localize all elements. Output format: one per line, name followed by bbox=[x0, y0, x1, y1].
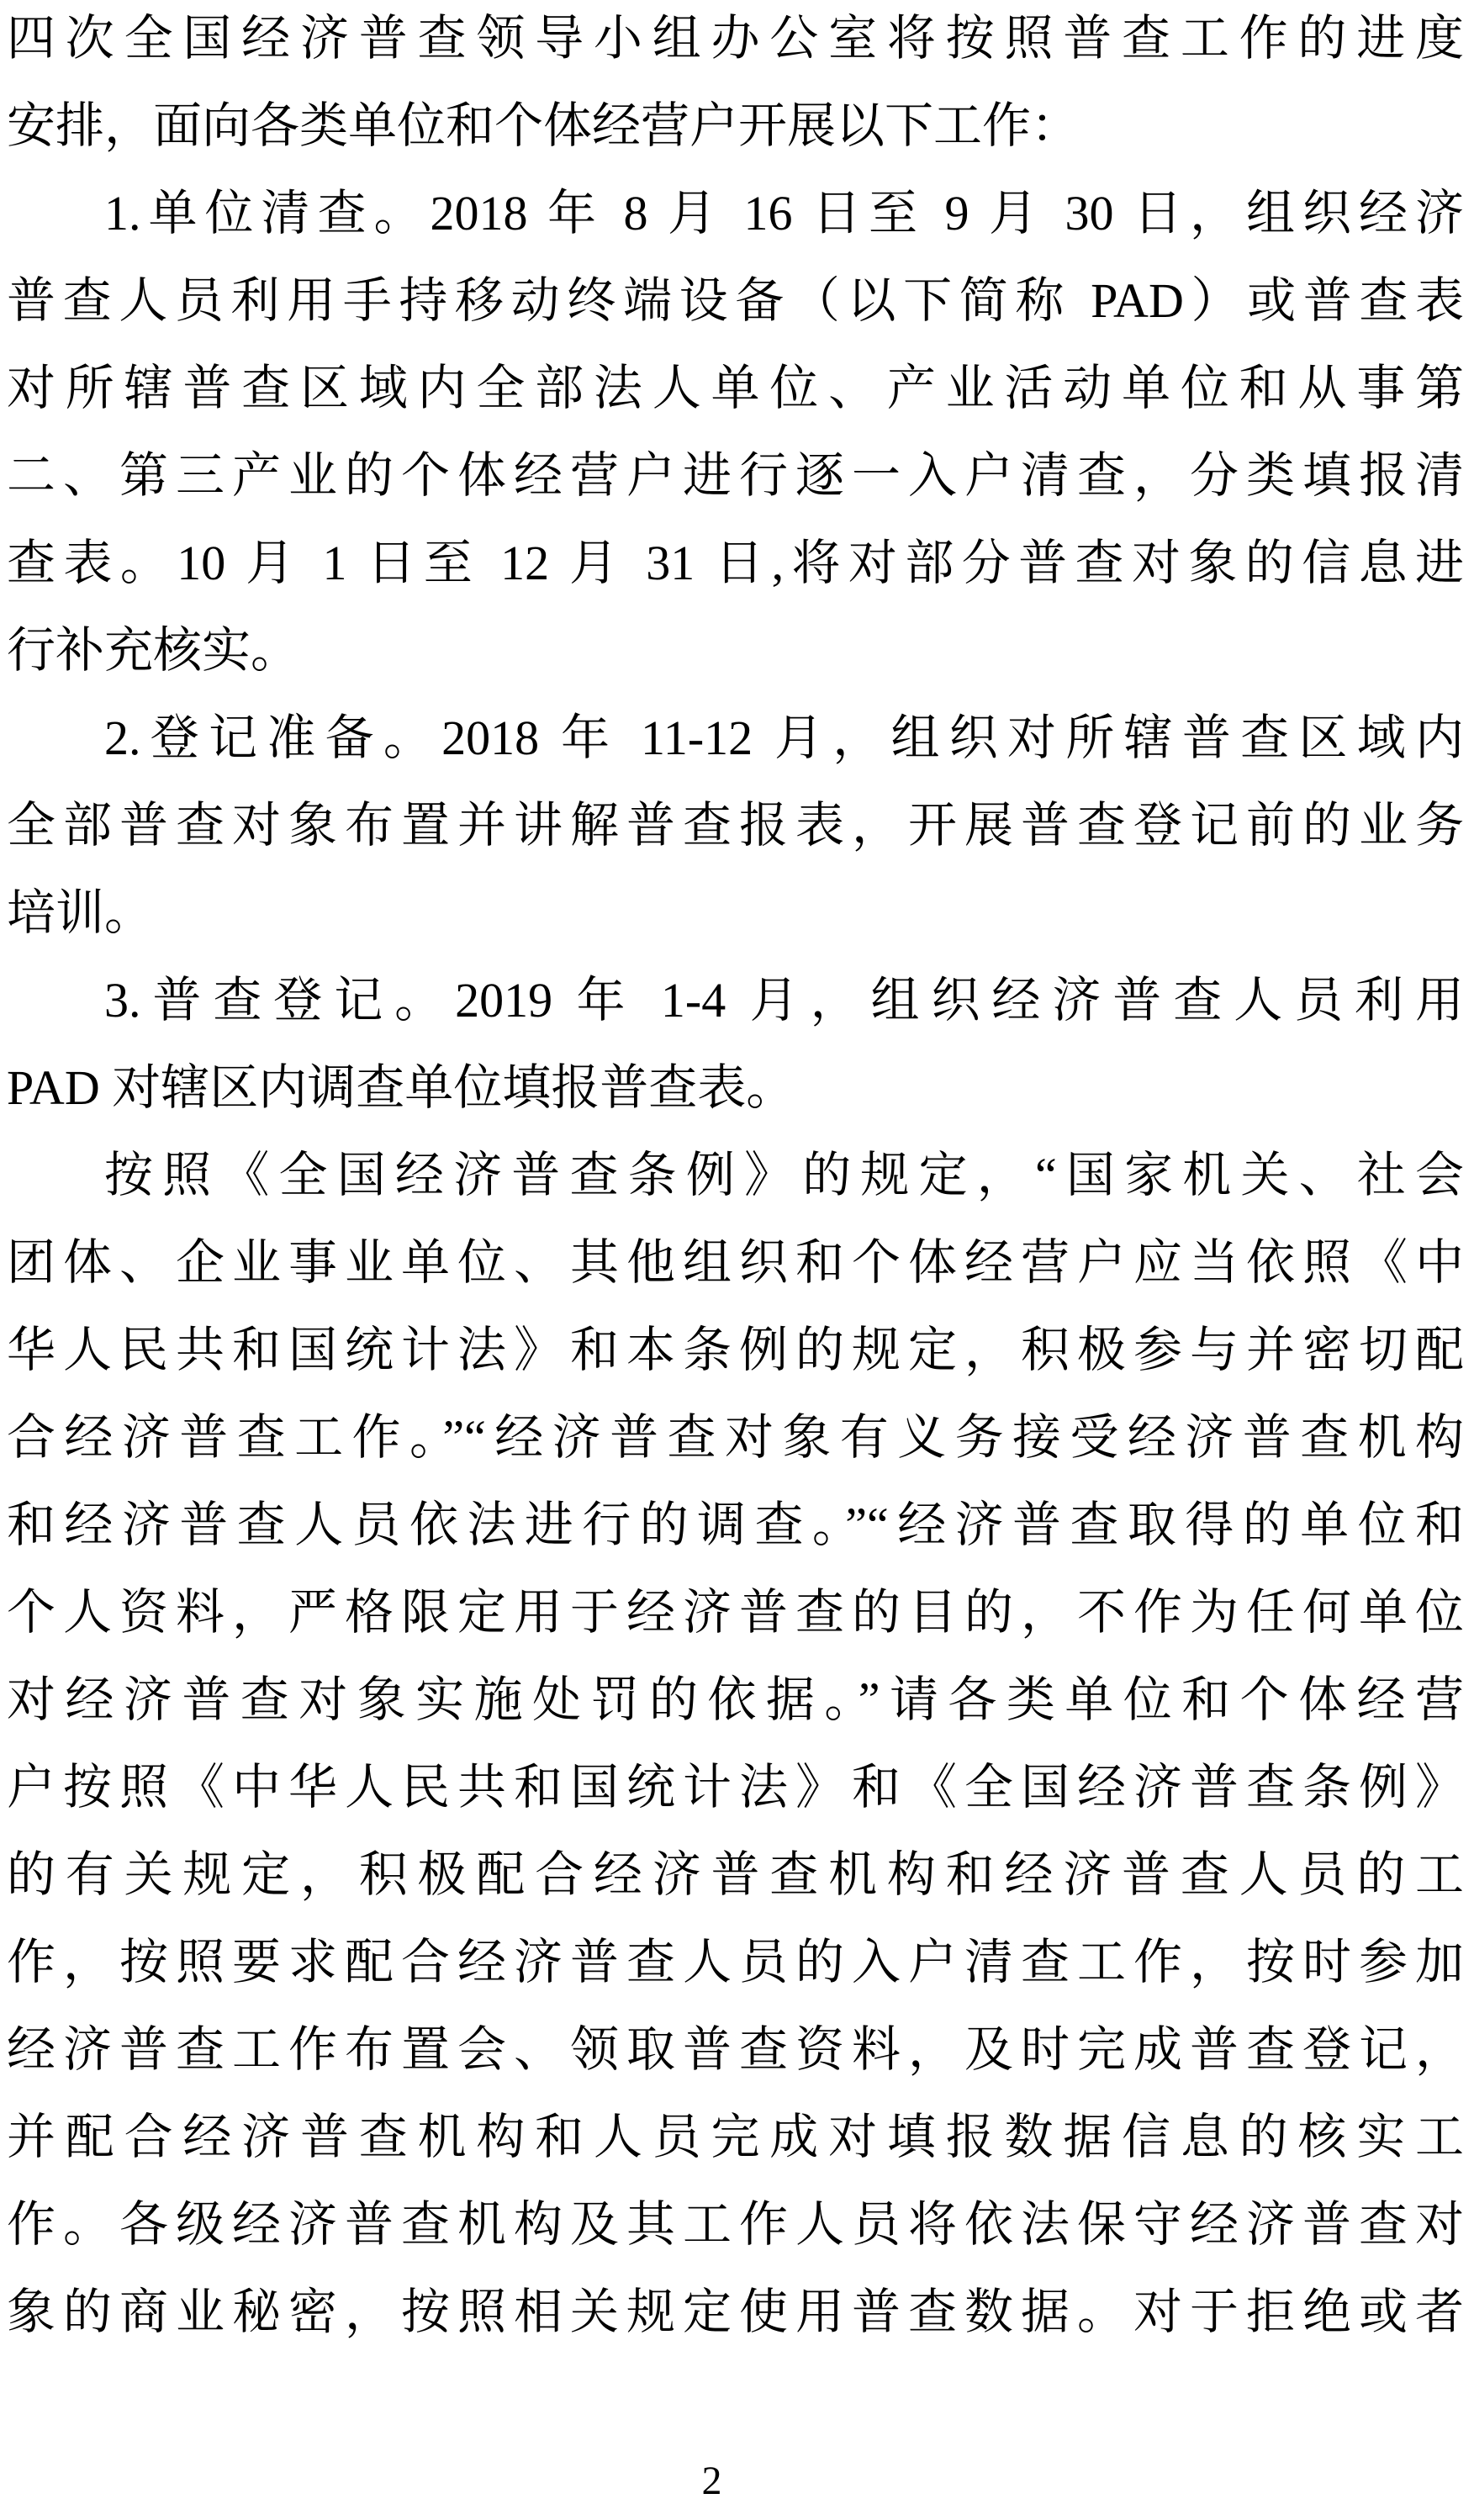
text-line: 全部普查对象布置并讲解普查报表，开展普查登记前的业务 bbox=[7, 798, 1464, 853]
text-line: 1.单位清查。2018 年 8 月 16 日至 9 月 30 日，组织经济 bbox=[104, 186, 1464, 240]
text-line: 3.普查登记。2019 年 1-4 月，组织经济普查人员利用 bbox=[104, 973, 1464, 1028]
text-line: 对经济普查对象实施处罚的依据。”请各类单位和个体经营 bbox=[7, 1672, 1464, 1727]
text-block bbox=[7, 0, 1464, 2356]
text-line: 作，按照要求配合经济普查人员的入户清查工作，按时参加 bbox=[7, 1935, 1464, 1989]
text-line: 普查人员利用手持移动终端设备（以下简称 PAD）或普查表 bbox=[7, 273, 1464, 328]
text-line: 四次全国经济普查领导小组办公室将按照普查工作的进度 bbox=[7, 11, 1464, 66]
text-line: 个人资料，严格限定用于经济普查的目的，不作为任何单位 bbox=[7, 1585, 1464, 1640]
text-line: 团体、企业事业单位、其他组织和个体经营户应当依照《中 bbox=[7, 1235, 1464, 1290]
text-line: 培训。 bbox=[7, 885, 154, 940]
text-line: PAD 对辖区内调查单位填报普查表。 bbox=[7, 1060, 795, 1115]
text-line: 按照《全国经济普查条例》的规定，“国家机关、社会 bbox=[104, 1148, 1464, 1202]
text-line: 华人民共和国统计法》和本条例的规定，积极参与并密切配 bbox=[7, 1323, 1464, 1377]
text-line: 户按照《中华人民共和国统计法》和《全国经济普查条例》 bbox=[7, 1760, 1464, 1815]
page-number: 2 bbox=[701, 2459, 722, 2503]
text-line: 的有关规定，积极配合经济普查机构和经济普查人员的工 bbox=[7, 1847, 1464, 1902]
text-line: 作。各级经济普查机构及其工作人员将依法保守经济普查对 bbox=[7, 2197, 1464, 2252]
text-line: 经济普查工作布置会、领取普查资料，及时完成普查登记， bbox=[7, 2022, 1464, 2077]
text-line: 合经济普查工作。”“经济普查对象有义务接受经济普查机构 bbox=[7, 1410, 1464, 1465]
text-line: 安排，面向各类单位和个体经营户开展以下工作： bbox=[7, 98, 1080, 153]
text-line: 查表。10 月 1 日至 12 月 31 日,将对部分普查对象的信息进 bbox=[7, 536, 1464, 590]
text-line: 2.登记准备。2018 年 11-12 月，组织对所辖普查区域内 bbox=[104, 711, 1464, 765]
text-line: 对所辖普查区域内全部法人单位、产业活动单位和从事第 bbox=[7, 361, 1464, 415]
text-line: 二、第三产业的个体经营户进行逐一入户清查，分类填报清 bbox=[7, 448, 1464, 503]
text-line: 并配合经济普查机构和人员完成对填报数据信息的核实工 bbox=[7, 2110, 1464, 2164]
text-line: 行补充核实。 bbox=[7, 623, 300, 678]
text-line: 象的商业秘密，按照相关规定使用普查数据。对于拒绝或者 bbox=[7, 2285, 1464, 2339]
text-line: 和经济普查人员依法进行的调查。”“经济普查取得的单位和 bbox=[7, 1498, 1464, 1552]
